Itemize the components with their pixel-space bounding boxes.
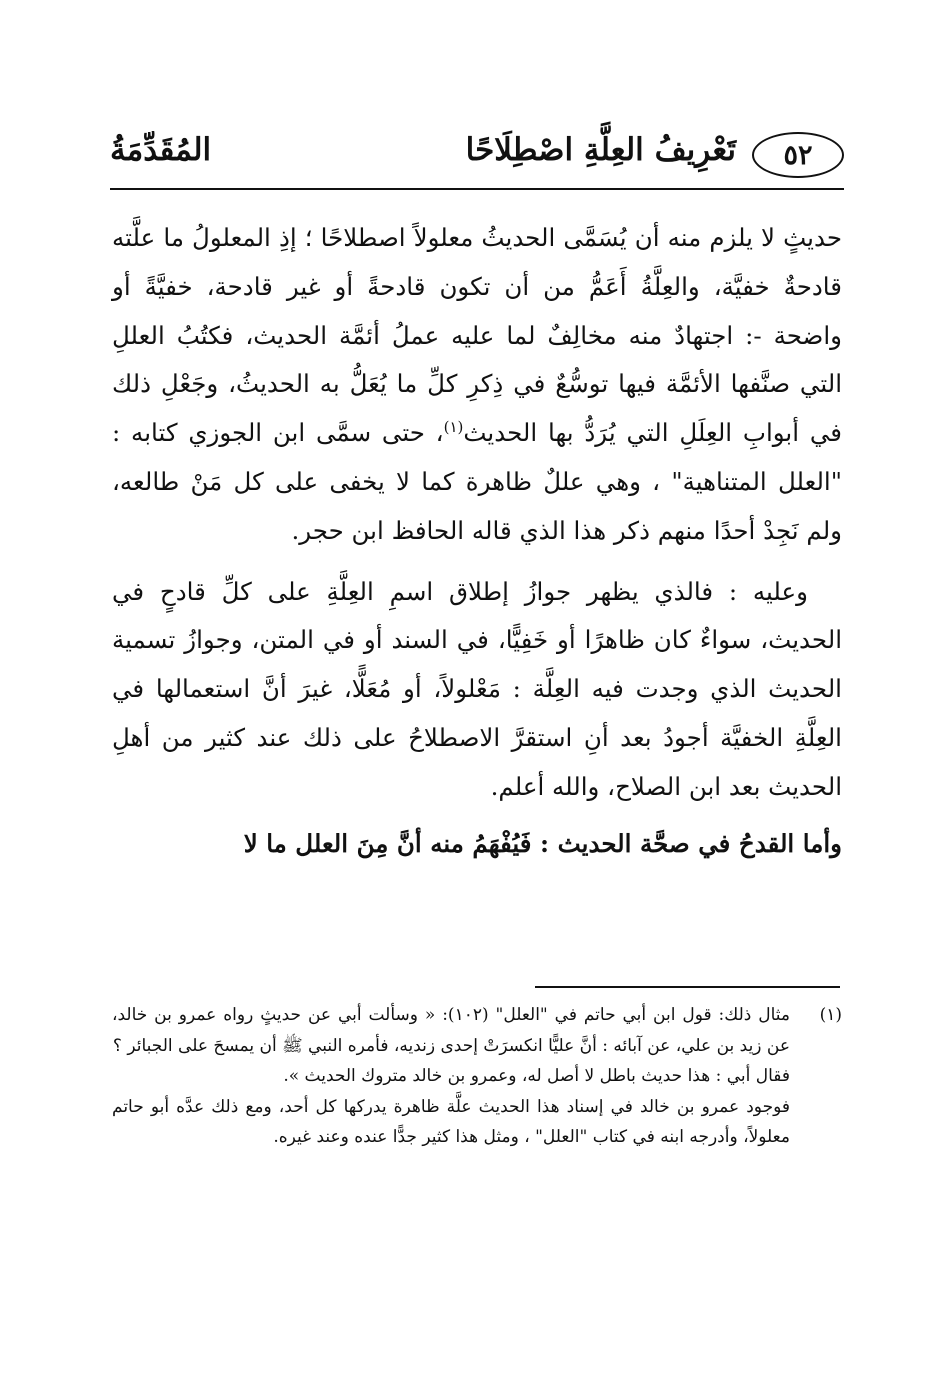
- page-number-badge: [752, 132, 844, 178]
- page-header: [110, 128, 844, 198]
- footnotes: [112, 1000, 842, 1153]
- paragraph-heading-line: وأما القدحُ في صحَّة الحديث : فَيُفْهَمُ منه أنَّ مِنَ العلل ما لا: [243, 828, 842, 858]
- paragraph-text-continued: ، حتى سمَّى ابن الجوزي كتابه : "العلل المتناهية" ، وهي عللٌ ظاهرة كما لا يخفى على كل مَنْ طالعه، ولم نَجِدْ أحدًا منهم ذكر هذا الذي قاله الحافظ ابن حجر.: [112, 418, 842, 545]
- footnote-separator: [535, 986, 840, 988]
- header-rule: [110, 188, 844, 190]
- section-title: المُقَدِّمَةُ: [110, 132, 212, 168]
- footnote: [112, 1000, 842, 1153]
- footnote-reference[interactable]: (١): [443, 418, 464, 437]
- paragraph: [112, 214, 842, 556]
- footnote-body: [112, 1000, 790, 1153]
- page-number: ٥٢: [783, 139, 813, 171]
- main-text: [112, 214, 842, 868]
- page-title: تَعْرِيفُ العِلَّةِ اصْطِلَاحًا: [465, 132, 736, 168]
- footnote-line: فوجود عمرو بن خالد في إسناد هذا الحديث علَّة ظاهرة يدركها كل أحد، ومع ذلك عدَّه أبو حاتم معلولاً، وأدرجه ابنه في كتاب "العلل" ، ومثل هذا كثير جدًّا عنده وعند غيره.: [112, 1096, 790, 1147]
- footnote-marker: (١): [819, 1005, 842, 1025]
- paragraph-text: حديثٍ لا يلزم منه أن يُسَمَّى الحديثُ معلولاً اصطلاحًا ؛ إذِ المعلولُ ما علَّته قادحةٌ خفيَّة، والعِلَّةُ أَعَمُّ من أن تكون قادحةً أو غير قادحة، خفيَّةً أو واضحة -: اجتهادٌ منه مخالِفٌ لما عليه عملُ أئمَّة الحديث، فكتُبُ العللِ التي صنَّفها الأئمَّة فيها توسُّعٌ في ذِكرِ كلِّ ما يُعَلُّ به الحديثُ، وجَعْلِ ذلك في أبوابِ العِلَلِ التي يُرَدُّ بها الحديث: [112, 223, 842, 448]
- footnote-line: مثال ذلك: قول ابن أبي حاتم في "العلل" (١٠٢): « وسألت أبي عن حديثٍ رواه عمرو بن خالد، عن زيد بن علي، عن آبائه : أنَّ عليًّا انكسرَتْ إحدى زنديه، فأمره النبي ﷺ أن يمسحَ على الجبائر ؟: [112, 1005, 790, 1056]
- paragraph: وعليه : فالذي يظهر جوازُ إطلاق اسمِ العِلَّةِ على كلِّ قادحٍ في الحديث، سواءٌ كان ظاهرًا أو خَفِيًّا، في السند أو في المتن، وجوازُ تسمية الحديث الذي وجدت فيه العِلَّة : مَعْلولاً، أو مُعَلًّا، غيرَ أنَّ استعمالها في العِلَّةِ الخفيَّة أجودُ بعد أنِ استقرَّ الاصطلاحُ على ذلك عند كثير من أهلِ الحديث بعد ابن الصلاح، والله أعلم.: [112, 576, 842, 801]
- footnote-line: فقال أبي : هذا حديث باطل لا أصل له، وعمرو بن خالد متروك الحديث ».: [283, 1066, 790, 1086]
